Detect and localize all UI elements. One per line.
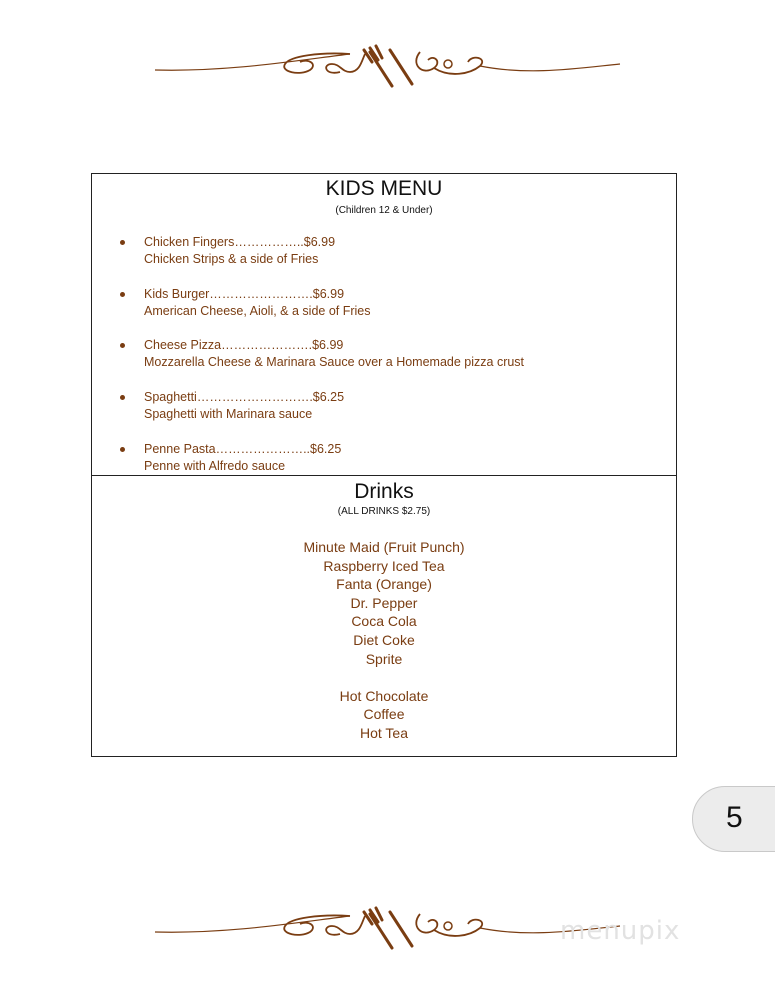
bottom-ornament-fork-knife-icon [150,904,625,954]
drink-item: Minute Maid (Fruit Punch) [303,539,465,555]
drink-item: Coffee [363,706,405,723]
drink-item: Coca Cola [351,613,417,630]
item-name-price: Chicken Fingers……………..$6.99 [144,235,336,249]
item-name-price: Cheese Pizza………………….$6.99 [144,338,344,352]
page-number-tab [692,786,775,852]
drinks-title: Drinks [354,480,414,503]
drink-item: Hot Chocolate [339,687,429,704]
menu-item [144,286,371,320]
item-description: Penne with Alfredo sauce [144,459,286,473]
drink-item: Sprite [365,650,403,667]
bullet-icon [120,292,125,297]
drinks-section [92,476,676,756]
menu-item [144,234,335,268]
item-description: Spaghetti with Marinara sauce [144,407,313,421]
item-description: American Cheese, Aioli, & a side of Fries [144,304,371,318]
bullet-icon [120,395,125,400]
item-description: Chicken Strips & a side of Fries [144,252,319,266]
spacer [92,668,676,687]
item-name-price: Penne Pasta…………………..$6.25 [144,442,342,456]
bullet-icon [120,240,125,245]
drink-item: Fanta (Orange) [336,576,432,593]
menu-item [144,441,341,475]
drink-item: Dr. Pepper [350,594,418,611]
drink-item: Raspberry Iced Tea [323,557,445,574]
item-name-price: Kids Burger…………………….$6.99 [144,287,345,301]
kids-menu-section [92,174,676,476]
menu-item [144,337,524,371]
menu-box [91,173,677,757]
watermark: menupix [560,916,681,946]
kids-menu-subtitle: (Children 12 & Under) [335,205,433,216]
drinks-list [92,538,676,743]
drink-item: Diet Coke [353,631,415,648]
drink-item: Hot Tea [360,724,408,741]
kids-menu-title: KIDS MENU [325,177,443,200]
top-ornament-fork-knife-icon [150,42,625,92]
item-description: Mozzarella Cheese & Marinara Sauce over a Homemade pizza crust [144,355,525,369]
drinks-subtitle: (ALL DRINKS $2.75) [337,506,431,517]
page-number: 5 [726,801,743,834]
item-name-price: Spaghetti……………………….$6.25 [144,390,345,404]
bullet-icon [120,343,125,348]
menu-item [144,389,344,423]
bullet-icon [120,447,125,452]
